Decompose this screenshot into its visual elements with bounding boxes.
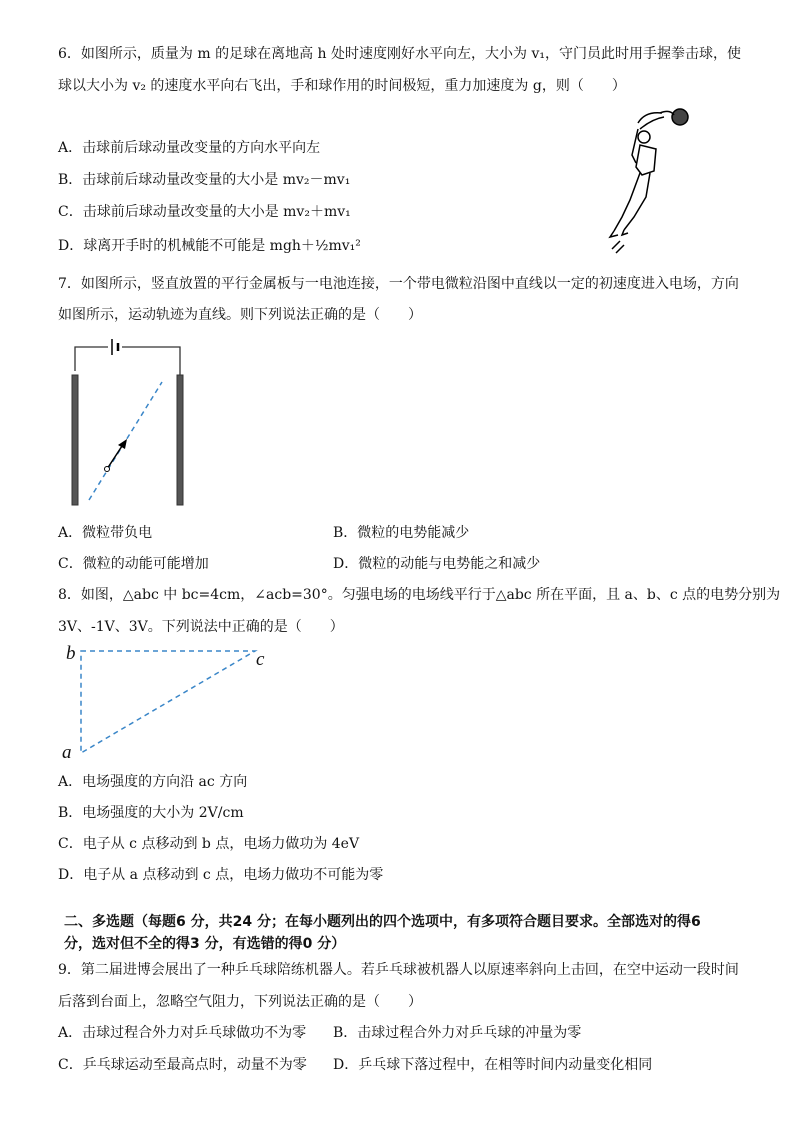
q8-option-d: D．电子从 a 点移动到 c 点，电场力做功不可能为零 <box>58 867 384 883</box>
goalkeeper-figure <box>600 105 700 260</box>
label-c: c <box>256 649 265 670</box>
label-a: a <box>62 742 72 763</box>
q7-stem-line1: 7．如图所示，竖直放置的平行金属板与一电池连接，一个带电微粒沿图中直线以一定的初速度进入电场，方向 <box>58 276 739 292</box>
q6-option-c: C．击球前后球动量改变量的大小是 mv₂＋mv₁ <box>58 204 351 220</box>
q6-option-d: D．球离开手时的机械能不可能是 mgh＋½mv₁² <box>58 238 361 254</box>
q9-stem-line2: 后落到台面上，忽略空气阻力，下列说法正确的是（ ） <box>58 994 422 1010</box>
q9-option-b: B．击球过程合外力对乒乓球的冲量为零 <box>333 1025 582 1041</box>
q9-option-c: C．乒乓球运动至最高点时，动量不为零 <box>58 1057 307 1073</box>
particle-dot <box>105 467 110 472</box>
q8-option-a: A．电场强度的方向沿 ac 方向 <box>58 774 248 790</box>
left-plate <box>72 375 78 505</box>
arrow-head-icon <box>118 439 127 449</box>
q9-stem-line1: 9．第二届进博会展出了一种乒乓球陪练机器人。若乒乓球被机器人以原速率斜向上击回，在空中运动一段时间 <box>58 962 739 978</box>
q6-option-b: B．击球前后球动量改变量的大小是 mv₂－mv₁ <box>58 172 351 188</box>
q6-stem-line2: 球以大小为 v₂ 的速度水平向右飞出，手和球作用的时间极短，重力加速度为 g，则（ ） <box>58 78 626 94</box>
q6-stem-line1: 6．如图所示，质量为 m 的足球在离地高 h 处时速度刚好水平向左，大小为 v₁，守门员此时用手握拳击球，使 <box>58 46 741 62</box>
q9-option-d: D．乒乓球下落过程中，在相等时间内动量变化相同 <box>333 1057 653 1073</box>
q6-option-a: A．击球前后球动量改变量的方向水平向左 <box>58 140 321 156</box>
triangle-abc-diagram <box>75 645 265 760</box>
q8-stem-line1: 8．如图，△abc 中 bc=4cm，∠acb=30°。匀强电场的电场线平行于△abc 所在平面，且 a、b、c 点的电势分别为 <box>58 587 781 603</box>
q9-option-a: A．击球过程合外力对乒乓球做功不为零 <box>58 1025 307 1041</box>
q7-option-b: B．微粒的电势能减少 <box>333 525 470 541</box>
section2-heading-line1: 二、多选题（每题6 分，共24 分；在每小题列出的四个选项中，有多项符合题目要求。全部选对的得6 <box>64 914 701 930</box>
q7-stem-line2: 如图所示，运动轨迹为直线。则下列说法正确的是（ ） <box>58 307 422 323</box>
parallel-plates-diagram <box>60 335 200 510</box>
q8-stem-line2: 3V、-1V、3V。下列说法中正确的是（ ） <box>58 619 344 635</box>
q7-option-c: C．微粒的动能可能增加 <box>58 556 209 572</box>
label-b: b <box>66 643 76 664</box>
q7-option-d: D．微粒的动能与电势能之和减少 <box>333 556 541 572</box>
section2-heading-line2: 分，选对但不全的得3 分，有选错的得0 分） <box>64 936 346 952</box>
q8-option-b: B．电场强度的大小为 2V/cm <box>58 805 244 821</box>
right-plate <box>177 375 183 505</box>
q7-option-a: A．微粒带负电 <box>58 525 153 541</box>
q8-option-c: C．电子从 c 点移动到 b 点，电场力做功为 4eV <box>58 836 360 852</box>
